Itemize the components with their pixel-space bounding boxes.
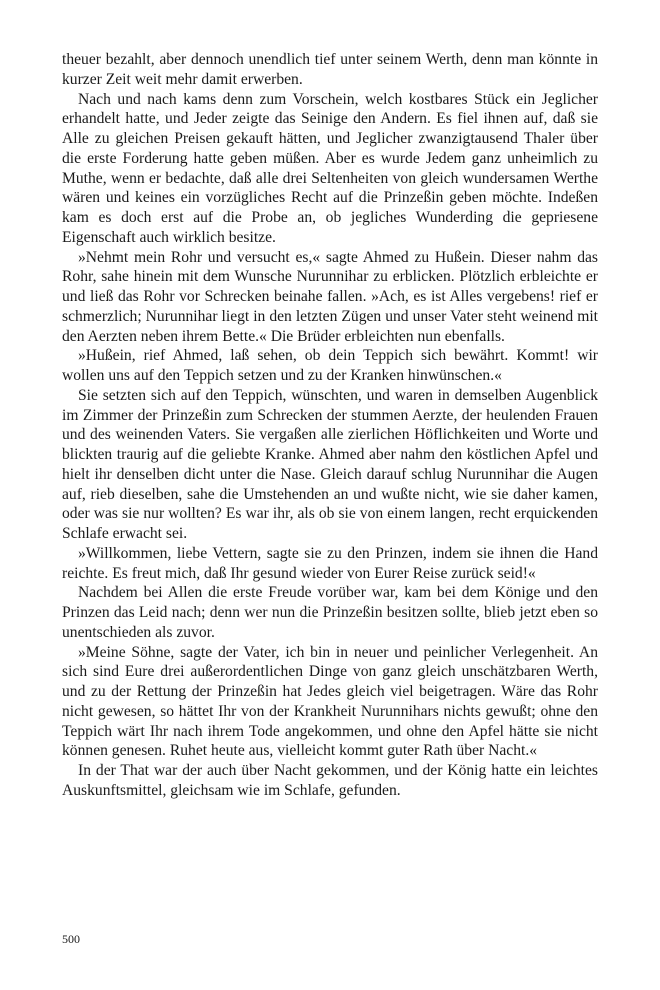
paragraph: »Nehmt mein Rohr und versucht es,« sagte Ahmed zu Hußein. Dieser nahm das Rohr, sahe hinein mit dem Wunsche Nurunnihar zu erblicken. Plötzlich erbleichte er und ließ das Rohr vor Schrecken beinahe fallen. »Ach, es ist Alles vergebens! rief er schmerzlich; Nurunnihar liegt in den letzten Zügen und unser Vater steht weinend mit den Aerzten neben ihrem Bette.« Die Brüder erbleichten nun ebenfalls. <box>62 248 598 345</box>
body-text <box>62 50 598 801</box>
paragraph: Sie setzten sich auf den Teppich, wünschten, und waren in demselben Augenblick im Zimmer der Prinzeßin zum Schrecken der stummen Aerzte, der heulenden Frauen und des weinenden Vaters. Sie vergaßen alle zierlichen Höflichkeiten und Worte und blickten traurig auf die geliebte Kranke. Ahmed aber nahm den köstlichen Apfel und hielt ihr denselben dicht unter die Nase. Gleich darauf schlug Nurunnihar die Augen auf, rieb dieselben, sahe die Umstehenden an und wußte nicht, wie sie daher kamen, oder was sie nur wollten? Es war ihr, als ob sie von einem langen, recht erquickenden Schlafe erwacht sei. <box>62 386 598 542</box>
paragraph: »Hußein, rief Ahmed, laß sehen, ob dein Teppich sich bewährt. Kommt! wir wollen uns auf den Teppich setzen und zu der Kranken hinwünschen.« <box>62 347 598 384</box>
page-number: 500 <box>62 932 80 946</box>
paragraph: Nach und nach kams denn zum Vorschein, welch kostbares Stück ein Jeglicher erhandelt hatte, und Jeder zeigte das Seinige den Andern. Es fiel ihnen auf, daß sie Alle zu gleichen Preisen gekauft hätten, und Jeglicher zwanzigtausend Thaler über die erste Forderung hatte geben müßen. Aber es wurde Jedem ganz unheimlich zu Muthe, wenn er bedachte, daß alle drei Seltenheiten von gleich wundersamen Werthe wären und keines ein vorzügliches Recht auf die Prinzeßin geben möchte. Indeßen kam es doch erst auf die Probe an, ob jegliches Wunderding die gepriesene Eigenschaft auch wirklich besitze. <box>62 90 598 246</box>
paragraph: theuer bezahlt, aber dennoch unendlich tief unter seinem Werth, denn man könnte in kurzer Zeit weit mehr damit erwerben. <box>62 51 598 88</box>
paragraph: Nachdem bei Allen die erste Freude vorüber war, kam bei dem Könige und den Prinzen das Leid nach; denn wer nun die Prinzeßin besitzen sollte, blieb jetzt eben so unentschieden als zuvor. <box>62 584 598 641</box>
paragraph: »Meine Söhne, sagte der Vater, ich bin in neuer und peinlicher Verlegenheit. An sich sind Eure drei außerordentlichen Dinge von ganz gleich unschätzbaren Werth, und zu der Rettung der Prinzeßin hat Jedes gleich viel beigetragen. Wäre das Rohr nicht gewesen, so hättet Ihr von der Krankheit Nurunnihars nichts gewußt; ohne den Teppich wärt Ihr nach ihrem Tode angekommen, und ohne den Apfel hätte sie nicht können genesen. Ruhet heute aus, vielleicht kommt guter Rath über Nacht.« <box>62 643 598 760</box>
paragraph: »Willkommen, liebe Vettern, sagte sie zu den Prinzen, indem sie ihnen die Hand reichte. Es freut mich, daß Ihr gesund wieder von Eurer Reise zurück seid!« <box>62 544 598 582</box>
paragraph: In der That war der auch über Nacht gekommen, und der König hatte ein leichtes Auskunftsmittel, gleichsam wie im Schlafe, gefunden. <box>62 762 598 799</box>
